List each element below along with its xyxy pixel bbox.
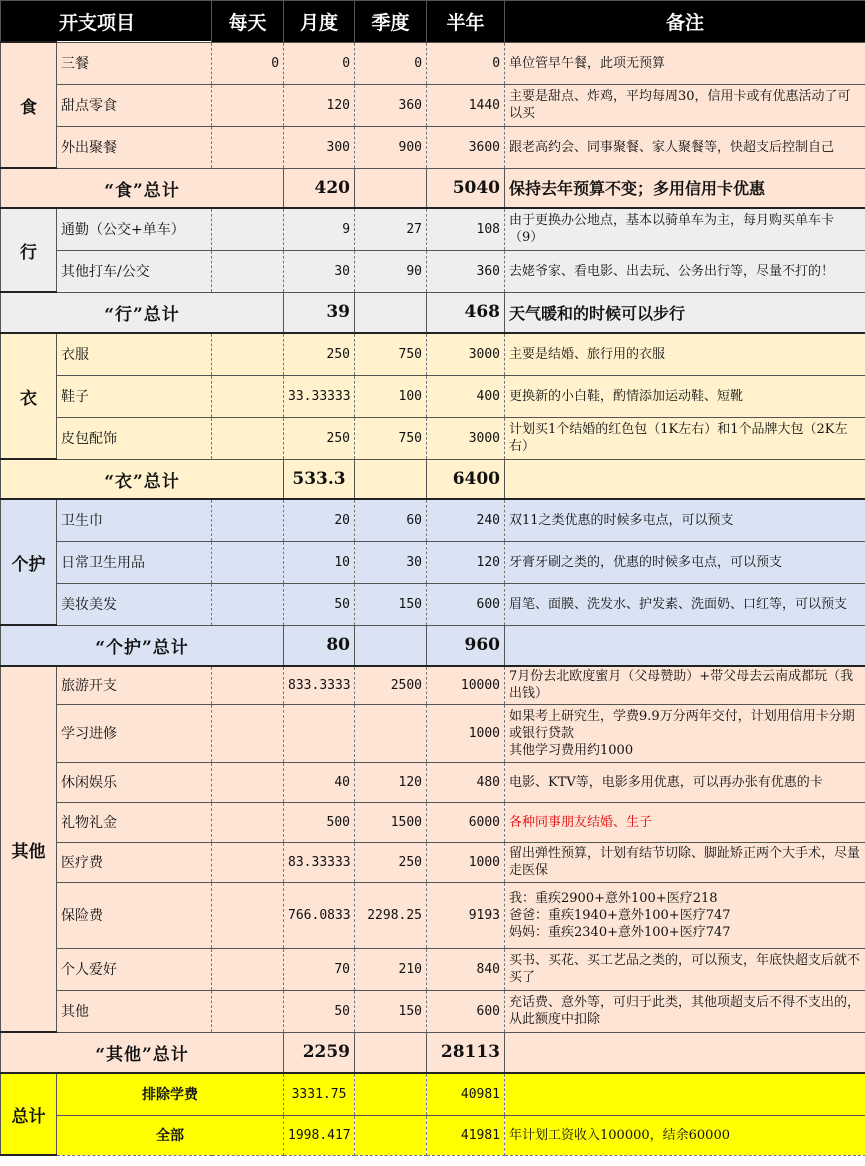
grand-total-label: 全部 — [57, 1115, 284, 1155]
item-name: 卫生巾 — [57, 499, 212, 541]
table-row — [1, 499, 865, 541]
cell-half: 3600 — [427, 126, 505, 168]
total-row-other — [1, 1032, 865, 1073]
cell-note: 如果考上研究生，学费9.9万分两年交付，计划用信用卡分期或银行贷款 其他学习费用约1000 — [505, 704, 865, 762]
cell-note: 主要是结婚、旅行用的衣服 — [505, 333, 865, 375]
cell-note: 电影、KTV等，电影多用优惠，可以再办张有优惠的卡 — [505, 762, 865, 802]
cell-monthly: 50 — [284, 583, 355, 625]
total-label: “食”总计 — [1, 168, 284, 208]
item-name: 通勤（公交+单车） — [57, 208, 212, 250]
item-name: 甜点零食 — [57, 84, 212, 126]
item-name: 三餐 — [57, 42, 212, 84]
total-label: “衣”总计 — [1, 459, 284, 499]
item-name: 皮包配饰 — [57, 417, 212, 459]
item-name: 礼物礼金 — [57, 802, 212, 842]
table-row — [1, 948, 865, 990]
cell-note: 跟老高约会、同事聚餐、家人聚餐等，快超支后控制自己 — [505, 126, 865, 168]
cell-daily — [212, 882, 284, 948]
total-monthly: 2259 — [284, 1032, 355, 1073]
cell-quarterly: 750 — [355, 417, 427, 459]
cell-daily — [212, 208, 284, 250]
cell-monthly — [284, 704, 355, 762]
table-row — [1, 417, 865, 459]
table-row — [1, 84, 865, 126]
table-row — [1, 704, 865, 762]
header-note: 备注 — [505, 1, 865, 43]
item-name: 学习进修 — [57, 704, 212, 762]
cell-quarterly: 750 — [355, 333, 427, 375]
header-daily: 每天 — [212, 1, 284, 43]
grand-total-row — [1, 1073, 865, 1115]
total-row-transport — [1, 292, 865, 333]
grand-total-monthly: 3331.75 — [284, 1073, 355, 1115]
total-half: 960 — [427, 625, 505, 666]
total-quarterly — [355, 625, 427, 666]
cell-half: 3000 — [427, 333, 505, 375]
cell-monthly: 120 — [284, 84, 355, 126]
item-name: 衣服 — [57, 333, 212, 375]
cell-half: 6000 — [427, 802, 505, 842]
cell-daily — [212, 948, 284, 990]
cell-half: 120 — [427, 541, 505, 583]
header-monthly: 月度 — [284, 1, 355, 43]
cell-half: 1440 — [427, 84, 505, 126]
cell-quarterly: 250 — [355, 842, 427, 882]
total-quarterly — [355, 459, 427, 499]
cell-note: 双11之类优惠的时候多屯点，可以预支 — [505, 499, 865, 541]
cell-quarterly — [355, 704, 427, 762]
item-name: 其他 — [57, 990, 212, 1032]
category-transport: 行 — [1, 208, 57, 292]
cell-quarterly: 120 — [355, 762, 427, 802]
cell-monthly: 300 — [284, 126, 355, 168]
grand-total-monthly: 1998.417 — [284, 1115, 355, 1155]
total-quarterly — [355, 1032, 427, 1073]
table-row — [1, 208, 865, 250]
category-clothing: 衣 — [1, 333, 57, 459]
cell-daily — [212, 250, 284, 292]
cell-half: 480 — [427, 762, 505, 802]
category-personal-care: 个护 — [1, 499, 57, 625]
grand-total-half: 40981 — [427, 1073, 505, 1115]
table-row — [1, 882, 865, 948]
total-note — [505, 1032, 865, 1073]
table-row — [1, 333, 865, 375]
cell-half: 3000 — [427, 417, 505, 459]
cell-daily — [212, 333, 284, 375]
grand-total-note — [505, 1073, 865, 1115]
header-half: 半年 — [427, 1, 505, 43]
table-row — [1, 126, 865, 168]
total-half: 468 — [427, 292, 505, 333]
cell-monthly: 40 — [284, 762, 355, 802]
cell-quarterly: 210 — [355, 948, 427, 990]
cell-note: 各种同事朋友结婚、生子 — [505, 802, 865, 842]
grand-total-half: 41981 — [427, 1115, 505, 1155]
total-half: 5040 — [427, 168, 505, 208]
total-label: “行”总计 — [1, 292, 284, 333]
cell-daily — [212, 842, 284, 882]
cell-monthly: 83.33333 — [284, 842, 355, 882]
cell-daily — [212, 762, 284, 802]
cell-note: 我：重疾2900+意外100+医疗218 爸爸：重疾1940+意外100+医疗747 妈妈：重疾2340+意外100+医疗747 — [505, 882, 865, 948]
total-label: “其他”总计 — [1, 1032, 284, 1073]
cell-monthly: 833.3333 — [284, 666, 355, 704]
total-note — [505, 625, 865, 666]
cell-monthly: 9 — [284, 208, 355, 250]
cell-note: 去姥爷家、看电影、出去玩、公务出行等，尽量不打的！ — [505, 250, 865, 292]
table-row — [1, 666, 865, 704]
cell-note: 充话费、意外等，可归于此类，其他项超支后不得不支出的，从此额度中扣除 — [505, 990, 865, 1032]
header-row — [1, 1, 865, 43]
cell-monthly: 500 — [284, 802, 355, 842]
grand-total-note: 年计划工资收入100000，结余60000 — [505, 1115, 865, 1155]
total-monthly: 39 — [284, 292, 355, 333]
total-quarterly — [355, 292, 427, 333]
cell-monthly: 20 — [284, 499, 355, 541]
cell-quarterly: 27 — [355, 208, 427, 250]
cell-half: 600 — [427, 990, 505, 1032]
total-half: 28113 — [427, 1032, 505, 1073]
cell-daily: 0 — [212, 42, 284, 84]
cell-quarterly: 2500 — [355, 666, 427, 704]
cell-monthly: 70 — [284, 948, 355, 990]
cell-quarterly: 60 — [355, 499, 427, 541]
cell-quarterly: 30 — [355, 541, 427, 583]
cell-monthly: 250 — [284, 417, 355, 459]
cell-half: 1000 — [427, 704, 505, 762]
cell-quarterly: 360 — [355, 84, 427, 126]
cell-note: 主要是甜点、炸鸡，平均每周30，信用卡或有优惠活动了可以买 — [505, 84, 865, 126]
category-grand-total: 总计 — [1, 1073, 57, 1155]
table-row — [1, 802, 865, 842]
cell-quarterly: 100 — [355, 375, 427, 417]
table-row — [1, 842, 865, 882]
cell-quarterly: 150 — [355, 990, 427, 1032]
cell-half: 840 — [427, 948, 505, 990]
cell-daily — [212, 541, 284, 583]
total-note: 天气暖和的时候可以步行 — [505, 292, 865, 333]
item-name: 保险费 — [57, 882, 212, 948]
category-other: 其他 — [1, 666, 57, 1032]
cell-half: 600 — [427, 583, 505, 625]
cell-daily — [212, 375, 284, 417]
item-name: 旅游开支 — [57, 666, 212, 704]
total-label: “个护”总计 — [1, 625, 284, 666]
cell-daily — [212, 417, 284, 459]
cell-monthly: 0 — [284, 42, 355, 84]
cell-monthly: 33.33333 — [284, 375, 355, 417]
total-note: 保持去年预算不变；多用信用卡优惠 — [505, 168, 865, 208]
cell-half: 9193 — [427, 882, 505, 948]
item-name: 日常卫生用品 — [57, 541, 212, 583]
category-food: 食 — [1, 42, 57, 168]
cell-monthly: 10 — [284, 541, 355, 583]
cell-daily — [212, 126, 284, 168]
cell-note: 更换新的小白鞋，酌情添加运动鞋、短靴 — [505, 375, 865, 417]
cell-note: 7月份去北欧度蜜月（父母赞助）+带父母去云南成都玩（我出钱） — [505, 666, 865, 704]
table-row — [1, 541, 865, 583]
cell-daily — [212, 666, 284, 704]
total-half: 6400 — [427, 459, 505, 499]
header-item: 开支项目 — [1, 1, 212, 43]
cell-note: 由于更换办公地点，基本以骑单车为主，每月购买单车卡（9） — [505, 208, 865, 250]
grand-total-row — [1, 1115, 865, 1155]
total-monthly: 420 — [284, 168, 355, 208]
cell-note: 眉笔、面膜、洗发水、护发素、洗面奶、口红等，可以预支 — [505, 583, 865, 625]
total-monthly: 533.3 — [284, 459, 355, 499]
total-quarterly — [355, 168, 427, 208]
cell-monthly: 250 — [284, 333, 355, 375]
cell-monthly: 766.0833 — [284, 882, 355, 948]
table-row — [1, 250, 865, 292]
total-row-personal-care — [1, 625, 865, 666]
cell-note: 单位管早午餐，此项无预算 — [505, 42, 865, 84]
cell-quarterly: 90 — [355, 250, 427, 292]
total-row-clothing — [1, 459, 865, 499]
item-name: 鞋子 — [57, 375, 212, 417]
cell-monthly: 30 — [284, 250, 355, 292]
cell-half: 1000 — [427, 842, 505, 882]
cell-daily — [212, 802, 284, 842]
grand-total-label: 排除学费 — [57, 1073, 284, 1115]
cell-note: 计划买1个结婚的红色包（1K左右）和1个品牌大包（2K左右） — [505, 417, 865, 459]
grand-total-quarterly — [355, 1073, 427, 1115]
cell-daily — [212, 84, 284, 126]
table-row — [1, 762, 865, 802]
table-row — [1, 583, 865, 625]
item-name: 医疗费 — [57, 842, 212, 882]
total-row-food — [1, 168, 865, 208]
cell-note: 买书、买花、买工艺品之类的，可以预支，年底快超支后就不买了 — [505, 948, 865, 990]
cell-half: 10000 — [427, 666, 505, 704]
table-row — [1, 42, 865, 84]
cell-half: 240 — [427, 499, 505, 541]
cell-quarterly: 1500 — [355, 802, 427, 842]
cell-half: 400 — [427, 375, 505, 417]
cell-half: 0 — [427, 42, 505, 84]
cell-note: 牙膏牙刷之类的，优惠的时候多屯点，可以预支 — [505, 541, 865, 583]
grand-total-quarterly — [355, 1115, 427, 1155]
cell-quarterly: 0 — [355, 42, 427, 84]
item-name: 美妆美发 — [57, 583, 212, 625]
cell-quarterly: 2298.25 — [355, 882, 427, 948]
cell-daily — [212, 704, 284, 762]
cell-half: 108 — [427, 208, 505, 250]
header-quarterly: 季度 — [355, 1, 427, 43]
cell-half: 360 — [427, 250, 505, 292]
item-name: 个人爱好 — [57, 948, 212, 990]
table-row — [1, 990, 865, 1032]
total-monthly: 80 — [284, 625, 355, 666]
item-name: 其他打车/公交 — [57, 250, 212, 292]
cell-daily — [212, 499, 284, 541]
cell-note: 留出弹性预算，计划有结节切除、脚趾矫正两个大手术，尽量走医保 — [505, 842, 865, 882]
cell-monthly: 50 — [284, 990, 355, 1032]
cell-quarterly: 150 — [355, 583, 427, 625]
item-name: 休闲娱乐 — [57, 762, 212, 802]
cell-daily — [212, 583, 284, 625]
item-name: 外出聚餐 — [57, 126, 212, 168]
total-note — [505, 459, 865, 499]
table-row — [1, 375, 865, 417]
cell-daily — [212, 990, 284, 1032]
cell-quarterly: 900 — [355, 126, 427, 168]
